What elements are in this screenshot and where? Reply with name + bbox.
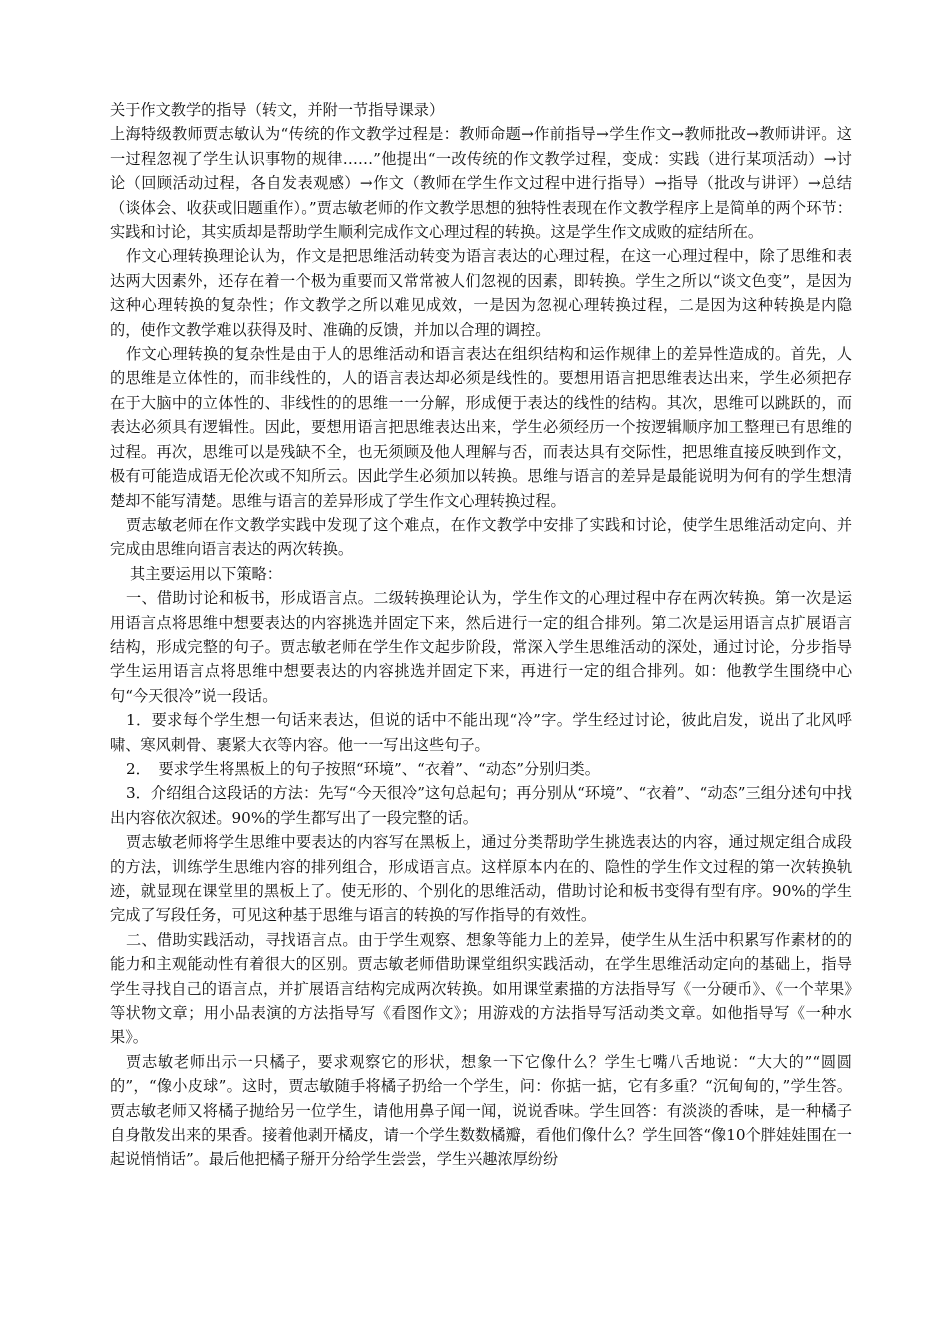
paragraph-intro: 上海特级教师贾志敏认为“传统的作文教学过程是：教师命题→作前指导→学生作文→教师批改→教师讲评。这一过程忽视了学生认识事物的规律……”他提出“一改传统的作文教学过程，变成：实践（进行某项活动）→讨论（回顾活动过程，各自发表观感）→作文（教师在学生作文过程中进行指导）→指导（批改与讲评）→总结（谈体会、收获或旧题重作）。”贾志敏老师的作文教学思想的独特性表现在作文教学程序上是简单的两个环节：实践和讨论，其实质却是帮助学生顺利完成作文心理过程的转换。这是学生作文成败的症结所在。 <box>110 125 852 242</box>
paragraph-strategies-intro: 其主要运用以下策略： <box>130 564 282 583</box>
paragraph-step-1: 1．要求每个学生想一句话来表达，但说的话中不能出现“冷”字。学生经过讨论，彼此启发，说出了北风呼啸、寒风刺骨、裹紧大衣等内容。他一一写出这些句子。 <box>110 711 852 754</box>
paragraph-step-3: 3．介绍组合这段话的方法：先写“今天很冷”这句总起句；再分别从“环境”、“衣着”、“动态”三组分述句中找出内容依次叙述。90%的学生都写出了一段完整的话。 <box>110 784 852 827</box>
document-body <box>110 98 852 1172</box>
paragraph-complexity: 作文心理转换的复杂性是由于人的思维活动和语言表达在组织结构和运作规律上的差异性造成的。首先，人的思维是立体性的，而非线性的，人的语言表达却必须是线性的。要想用语言把思维表达出来，学生必须把存在于大脑中的立体性的、非线性的的思维一一分解，形成便于表达的线性的结构。其次，思维可以跳跃的，而表达必须具有逻辑性。因此，要想用语言把思维表达出来，学生必须经历一个按逻辑顺序加工整理已有思维的过程。再次，思维可以是残缺不全，也无须顾及他人理解与否，而表达具有交际性，把思维直接反映到作文，极有可能造成语无伦次或不知所云。因此学生必须加以转换。思维与语言的差异是最能说明为何有的学生想清楚却不能写清楚。思维与语言的差异形成了学生作文心理转换过程。 <box>110 345 852 510</box>
paragraph-blackboard: 贾志敏老师将学生思维中要表达的内容写在黑板上，通过分类帮助学生挑选表达的内容，通过规定组合成段的方法，训练学生思维内容的排列组合，形成语言点。这样原本内在的、隐性的学生作文过程的第一次转换轨迹，就显现在课堂里的黑板上了。使无形的、个别化的思维活动，借助讨论和板书变得有型有序。90%的学生完成了写段任务，可见这种基于思维与语言的转换的写作指导的有效性。 <box>110 833 852 925</box>
paragraph-orange-lesson: 贾志敏老师出示一只橘子，要求观察它的形状，想象一下它像什么？学生七嘴八舌地说：“大大的”“圆圆的”，“像小皮球”。这时，贾志敏随手将橘子扔给一个学生，问：你掂一掂，它有多重？“沉甸甸的，”学生答。贾志敏老师又将橘子抛给另一位学生，请他用鼻子闻一闻，说说香味。学生回答：有淡淡的香味，是一种橘子自身散发出来的果香。接着他剥开橘皮，请一个学生数数橘瓣，看他们像什么？学生回答“像10个胖娃娃围在一起说悄悄话”。最后他把橘子掰开分给学生尝尝，学生兴趣浓厚纷纷 <box>110 1052 852 1169</box>
paragraph-strategy-one: 一、借助讨论和板书，形成语言点。二级转换理论认为，学生作文的心理过程中存在两次转换。第一次是运用语言点将思维中想要表达的内容挑选并固定下来，然后进行一定的组合排列。第二次是运用语言点扩展语言结构，形成完整的句子。贾志敏老师在学生作文起步阶段，常深入学生思维活动的深处，通过讨论，分步指导学生运用语言点将思维中想要表达的内容挑选并固定下来，再进行一定的组合排列。如：他教学生围绕中心句“今天很冷”说一段话。 <box>110 589 852 705</box>
paragraph-step-2: 2． 要求学生将黑板上的句子按照“环境”、“衣着”、“动态”分别归类。 <box>126 759 600 778</box>
paragraph-theory: 作文心理转换理论认为，作文是把思维活动转变为语言表达的心理过程，在这一心理过程中，除了思维和表达两大因素外，还存在着一个极为重要而又常常被人们忽视的因素，即转换。学生之所以“谈文色变”，是因为这种心理转换的复杂性；作文教学之所以难见成效，一是因为忽视心理转换过程，二是因为这种转换是内隐的，使作文教学难以获得及时、准确的反馈，并加以合理的调控。 <box>110 247 852 339</box>
paragraph-discovery: 贾志敏老师在作文教学实践中发现了这个难点，在作文教学中安排了实践和讨论，使学生思维活动定向、并完成由思维向语言表达的两次转换。 <box>110 515 852 559</box>
document-title: 关于作文教学的指导（转文，并附一节指导课录） <box>110 101 445 119</box>
paragraph-strategy-two: 二、借助实践活动，寻找语言点。由于学生观察、想象等能力上的差异，使学生从生活中积累写作素材的的能力和主观能动性有着很大的区别。贾志敏老师借助课堂组织实践活动，在学生思维活动定向的基础上，指导学生寻找自己的语言点，并扩展语言结构完成两次转换。如用课堂素描的方法指导写《一分硬币》、《一个苹果》等状物文章；用小品表演的方法指导写《看图作文》；用游戏的方法指导写活动类文章。如他指导写《一种水果》。 <box>110 930 852 1047</box>
